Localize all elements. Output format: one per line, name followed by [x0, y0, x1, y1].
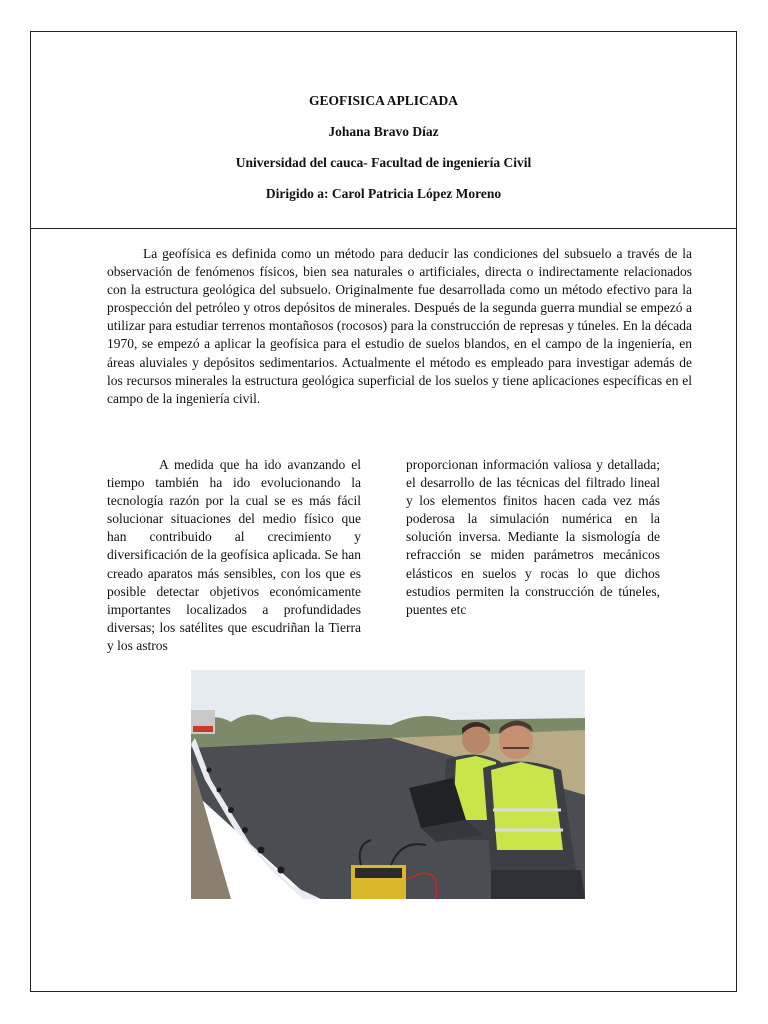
advisor: Dirigido a: Carol Patricia López Moreno	[265, 186, 502, 201]
header-divider	[31, 228, 736, 229]
body-right-column: proporcionan información valiosa y detallada; el desarrollo de las técnicas del filtrado lineal y los elementos finitos hacen cada vez más poderosa la simulación numérica en la solución inversa. Mediante la sismología de refracción se miden parámetros mecánicos elásticos en suelos y rocas lo que dichos estudios permiten la construcción de túneles, puentes etc	[406, 457, 660, 617]
author-name: Johana Bravo Díaz	[328, 124, 439, 139]
page-frame	[30, 31, 737, 992]
body-left-column: A medida que ha ido avanzando el tiempo también ha ido evolucionando la tecnología razón por la cual se es más fácil solucionar situaciones del medio físico que han contribuido al crecimiento y diversificación de la geofísica aplicada. Se han creado aparatos más sensibles, con los que es posible detectar objetivos económicamente importantes localizados a profundidades diversas; los satélites que escudriñan la Tierra y los astros	[107, 457, 361, 653]
document-title: GEOFISICA APLICADA	[309, 93, 458, 108]
field-survey-photo	[191, 670, 585, 899]
photo-worker-front-head	[499, 725, 533, 759]
abstract-paragraph: La geofísica es definida como un método para deducir las condiciones del subsuelo a través de la observación de fenómenos físicos, bien sea naturales o artificiales, directa o indirectamente relacionados con la estructura geológica del subsuelo. Originalmente fue desarrollada como un método efectivo para la prospección del petróleo y otros depósitos de minerales. Después de la segunda guerra mundial se empezó a utilizar para estudiar terrenos montañosos (rocosos) para la construcción de represas y túneles. En la década 1970, se empezó a aplicar la geofísica para el estudio de suelos blandos, en el campo de la ingeniería, en áreas aluviales y depósitos sedimentarios. Actualmente el método es empleado para investigar además de los recursos minerales la estructura geológica superficial de los suelos y tiene aplicaciones específicas en el campo de la ingeniería civil.	[107, 246, 692, 406]
affiliation: Universidad del cauca- Facultad de ingeniería Civil	[235, 155, 532, 170]
document-header	[31, 92, 736, 216]
